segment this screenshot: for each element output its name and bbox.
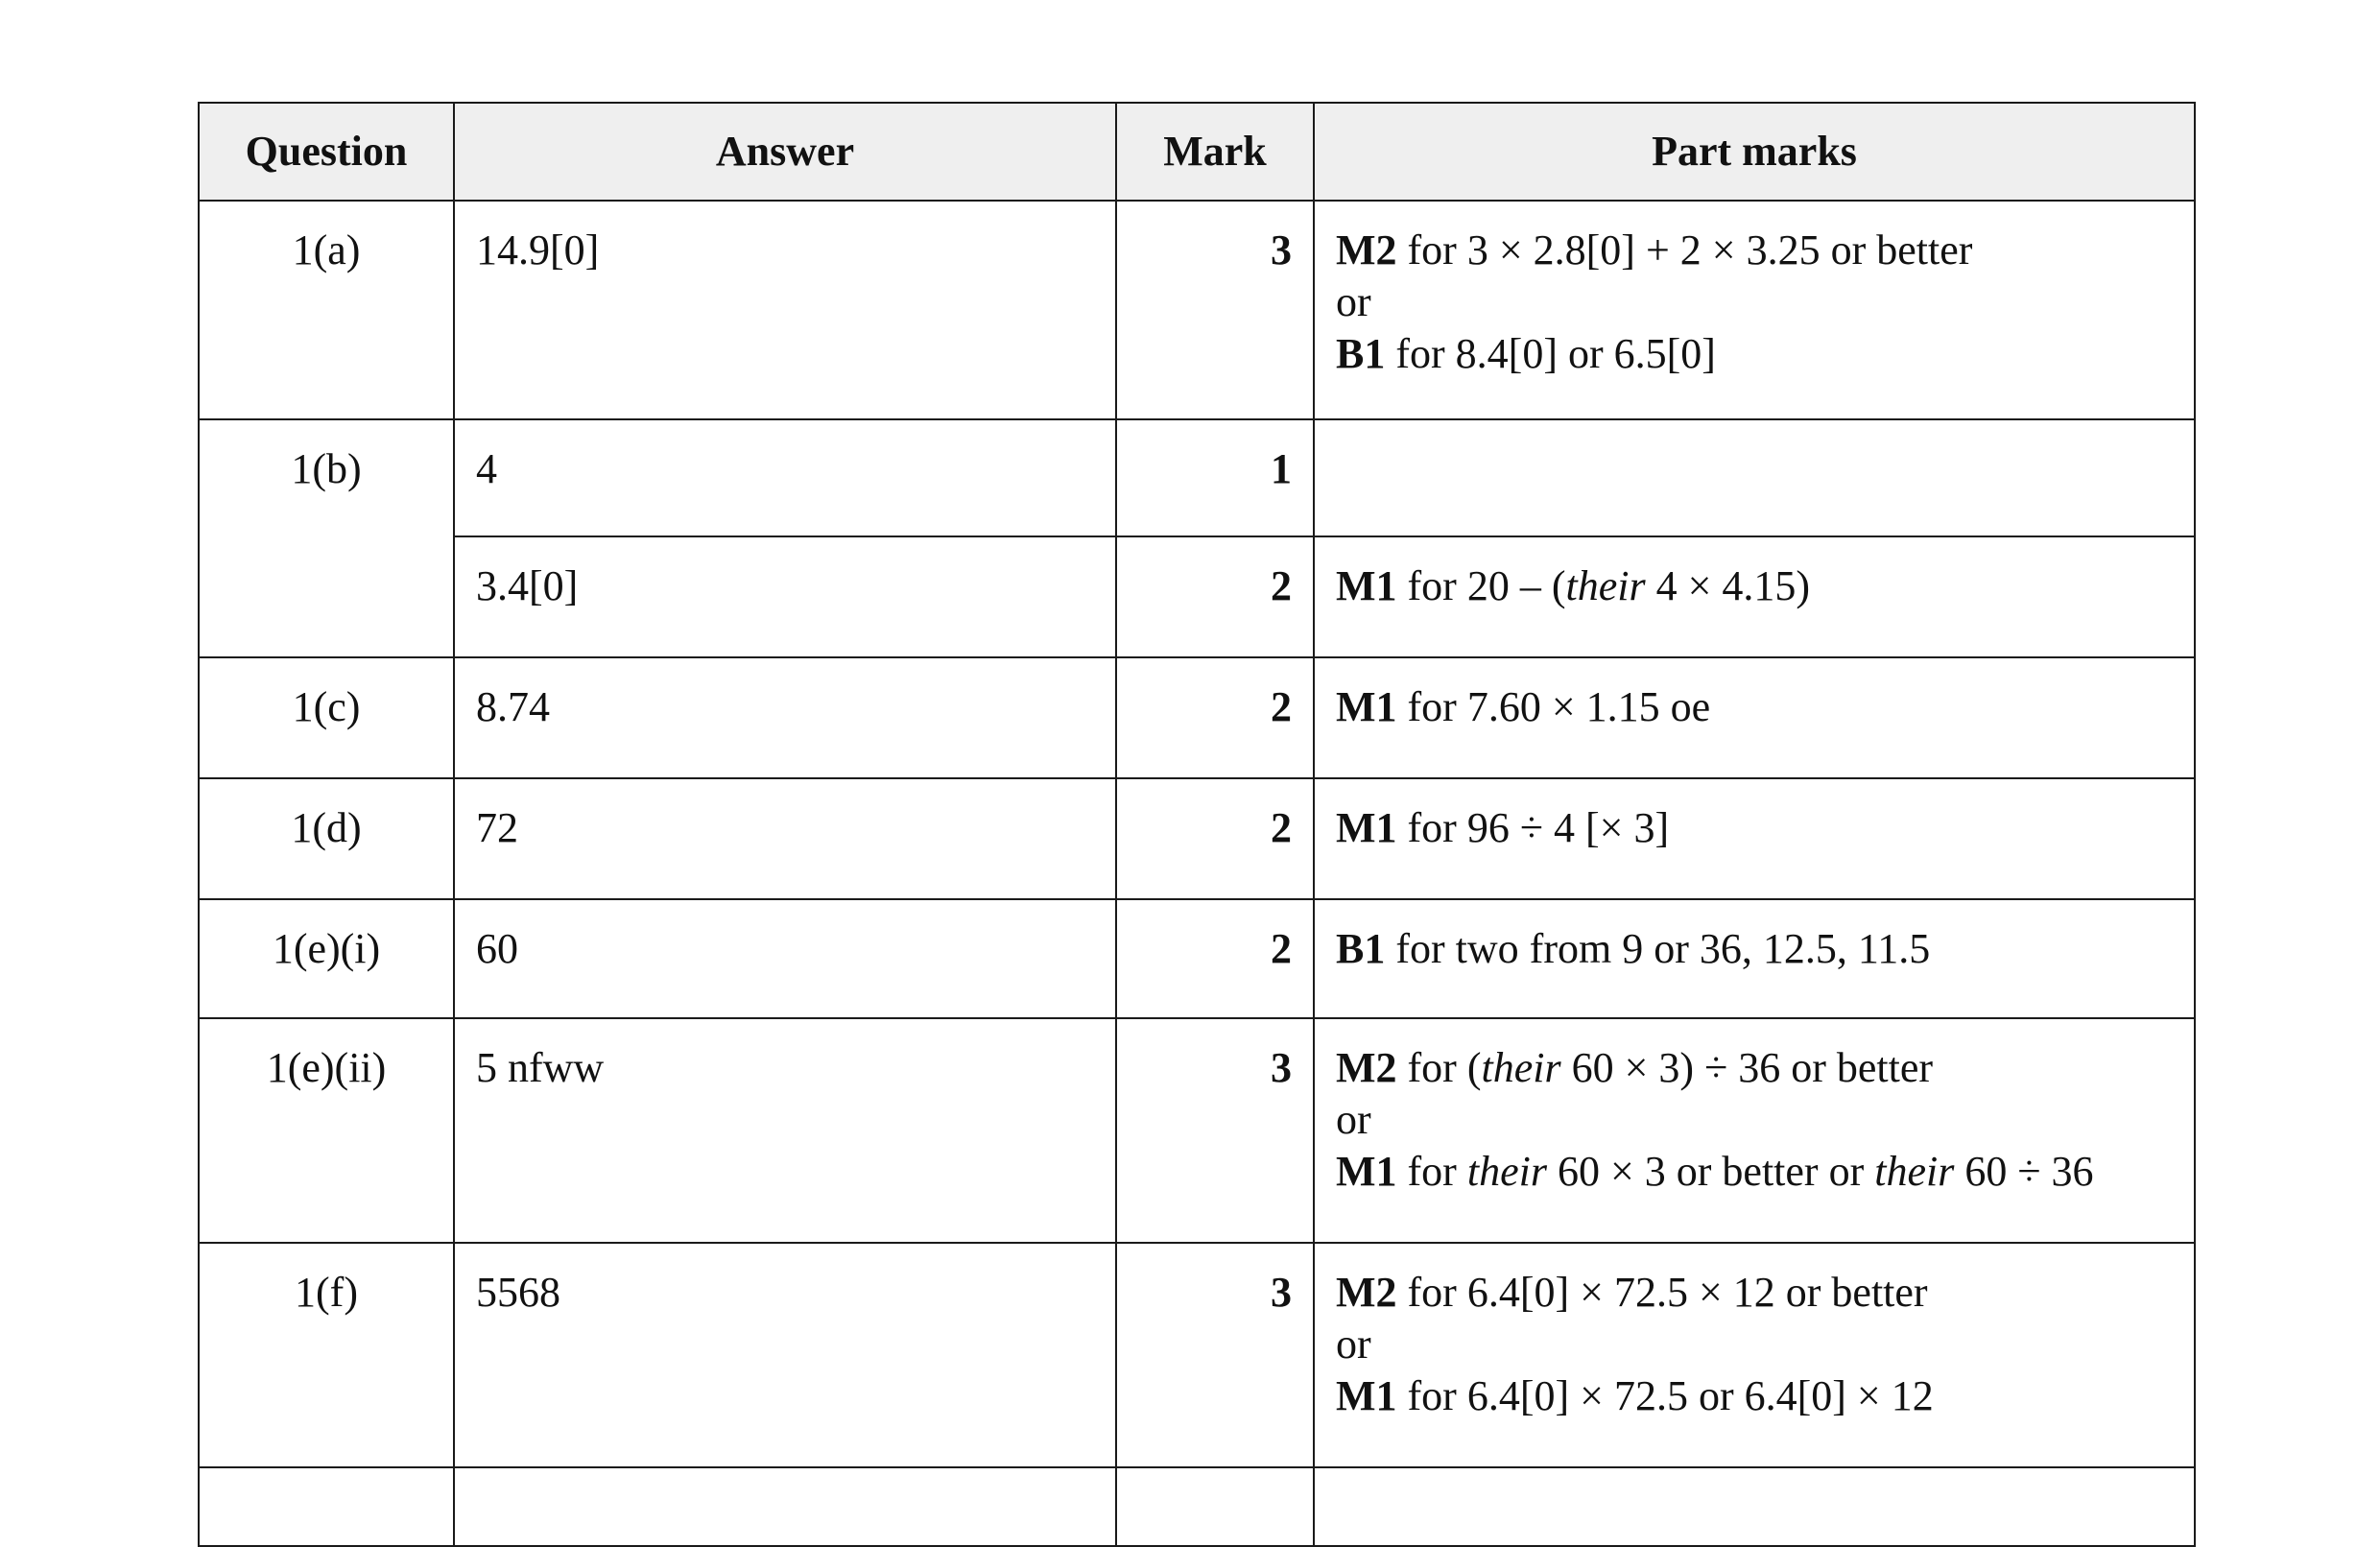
part-marks-cell: [1314, 1467, 2195, 1546]
mark-scheme-table-container: [198, 102, 2194, 1419]
mark-code: M1: [1336, 1148, 1397, 1195]
part-mark-text: or: [1336, 1321, 1371, 1368]
part-mark-text: for 8.4[0] or 6.5[0]: [1385, 330, 1716, 377]
table-row: [199, 536, 2195, 657]
part-mark-text: for two from 9 or 36, 12.5, 11.5: [1385, 925, 1931, 972]
question-cell: 1(a): [199, 201, 454, 419]
question-cell: 1(f): [199, 1243, 454, 1467]
part-mark-text: for 96 ÷ 4 [× 3]: [1396, 804, 1670, 851]
part-marks-cell: [1314, 1243, 2195, 1467]
part-marks-cell: [1314, 657, 2195, 778]
part-mark-text: or: [1336, 1096, 1371, 1143]
part-mark-text: for: [1396, 1148, 1467, 1195]
mark-code: M1: [1336, 1372, 1397, 1419]
answer-cell: 5 nfww: [454, 1018, 1116, 1243]
mark-code: M1: [1336, 804, 1397, 851]
mark-cell: 3: [1116, 1243, 1314, 1467]
part-mark-line: [1336, 681, 2175, 733]
mark-cell: 3: [1116, 201, 1314, 419]
mark-code: B1: [1336, 330, 1386, 377]
part-mark-text: for 20 – (: [1396, 562, 1566, 609]
table-row: [199, 657, 2195, 778]
answer-cell: [454, 1467, 1116, 1546]
part-mark-text: 60 × 3) ÷ 36 or better: [1560, 1044, 1934, 1091]
answer-cell: 5568: [454, 1243, 1116, 1467]
part-mark-line: [1336, 1042, 2175, 1094]
part-marks-cell: [1314, 419, 2195, 536]
header-answer: Answer: [454, 103, 1116, 201]
part-mark-text: for (: [1396, 1044, 1482, 1091]
question-cell: [199, 1467, 454, 1546]
part-marks-cell: [1314, 778, 2195, 899]
header-part-marks: Part marks: [1314, 103, 2195, 201]
part-mark-line: [1336, 1319, 2175, 1370]
mark-cell: 2: [1116, 536, 1314, 657]
question-cell: 1(c): [199, 657, 454, 778]
part-mark-text: for 7.60 × 1.15 oe: [1396, 683, 1711, 730]
part-mark-line: [1336, 1370, 2175, 1422]
part-mark-text: 60 × 3 or better or: [1546, 1148, 1875, 1195]
mark-cell: 2: [1116, 778, 1314, 899]
part-mark-text: 60 ÷ 36: [1954, 1148, 2094, 1195]
mark-code: M2: [1336, 226, 1397, 274]
part-marks-cell: [1314, 1018, 2195, 1243]
part-marks-cell: [1314, 899, 2195, 1018]
answer-cell: 72: [454, 778, 1116, 899]
answer-cell: 8.74: [454, 657, 1116, 778]
header-question: Question: [199, 103, 454, 201]
part-mark-line: [1336, 225, 2175, 276]
mark-cell: 2: [1116, 657, 1314, 778]
part-mark-line: [1336, 328, 2175, 380]
table-row: [199, 201, 2195, 419]
part-mark-text: or: [1336, 278, 1371, 325]
question-cell: 1(e)(ii): [199, 1018, 454, 1243]
mark-code: M1: [1336, 683, 1397, 730]
table-row: [199, 778, 2195, 899]
answer-cell: 3.4[0]: [454, 536, 1116, 657]
mark-code: M2: [1336, 1044, 1397, 1091]
answer-cell: 4: [454, 419, 1116, 536]
part-mark-text: for 6.4[0] × 72.5 or 6.4[0] × 12: [1396, 1372, 1934, 1419]
question-cell: 1(b): [199, 419, 454, 657]
question-cell: 1(d): [199, 778, 454, 899]
table-row: [199, 1243, 2195, 1467]
part-mark-line: [1336, 276, 2175, 328]
part-mark-text: for 6.4[0] × 72.5 × 12 or better: [1396, 1269, 1928, 1316]
part-mark-line: [1336, 1094, 2175, 1146]
mark-code: B1: [1336, 925, 1386, 972]
part-mark-line: [1336, 923, 2175, 975]
part-mark-line: [1336, 1267, 2175, 1319]
table-row: [199, 419, 2195, 536]
table-row: [199, 899, 2195, 1018]
answer-cell: 14.9[0]: [454, 201, 1116, 419]
mark-scheme-table: [198, 102, 2196, 1547]
part-mark-line: [1336, 802, 2175, 854]
mark-code: M2: [1336, 1269, 1397, 1316]
mark-cell: 2: [1116, 899, 1314, 1018]
header-mark: Mark: [1116, 103, 1314, 201]
mark-cell: 3: [1116, 1018, 1314, 1243]
mark-code: M1: [1336, 562, 1397, 609]
emphasis-text: their: [1565, 562, 1646, 609]
emphasis-text: their: [1874, 1148, 1955, 1195]
part-mark-text: 4 × 4.15): [1645, 562, 1811, 609]
part-mark-text: for 3 × 2.8[0] + 2 × 3.25 or better: [1396, 226, 1973, 274]
emphasis-text: their: [1481, 1044, 1561, 1091]
table-row-continued: [199, 1467, 2195, 1546]
emphasis-text: their: [1466, 1148, 1547, 1195]
answer-cell: 60: [454, 899, 1116, 1018]
part-mark-line: [1336, 560, 2175, 612]
mark-cell: 1: [1116, 419, 1314, 536]
part-marks-cell: [1314, 536, 2195, 657]
mark-cell: [1116, 1467, 1314, 1546]
header-row: [199, 103, 2195, 201]
part-mark-line: [1336, 1146, 2175, 1198]
table-row: [199, 1018, 2195, 1243]
question-cell: 1(e)(i): [199, 899, 454, 1018]
part-marks-cell: [1314, 201, 2195, 419]
